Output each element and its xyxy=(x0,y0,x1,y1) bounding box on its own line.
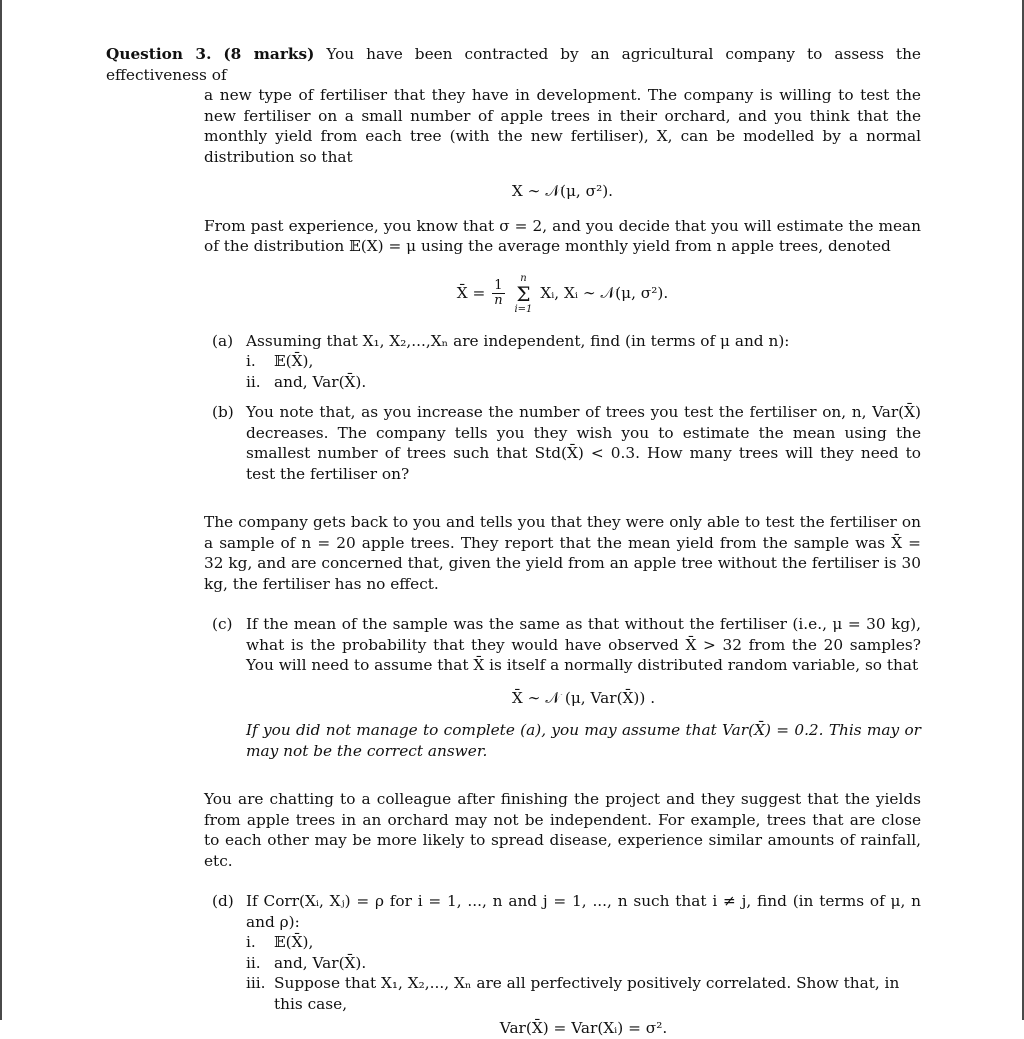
part-c-text: If the mean of the sample was the same as that without the fertiliser (i.e., μ = 30 kg), what is the probability that they would have observed X̄ > 32 from the 20 samples? You will need to assume that X̄ is itself a normally distributed random variable, so that xyxy=(246,615,921,674)
part-d-item-2 xyxy=(246,953,921,974)
part-b xyxy=(212,402,921,484)
sum-upper-limit: n xyxy=(520,272,527,284)
part-d-item-3 xyxy=(246,973,921,1014)
question-marks: (8 marks) xyxy=(223,45,315,63)
past-experience-text: From past experience, you know that σ = 2, and you decide that you will estimate the mean of the distribution 𝔼(X) = μ using the average monthly yield from n apple trees, denoted xyxy=(204,216,921,255)
part-b-text: You note that, as you increase the number of trees you test the fertiliser on, n, Var(X̄) decreases. The company tells you they wish you to estimate the mean using the smallest number of trees such that Std(X̄) < 0.3. How many trees will they need to test the fertiliser on? xyxy=(246,403,921,483)
part-c-formula: X̄ ∼ 𝒩 (μ, Var(X̄)) . xyxy=(511,688,656,707)
part-b-label: (b) xyxy=(212,403,234,421)
part-c xyxy=(212,614,921,676)
part-d-formula: Var(X̄) = Var(Xᵢ) = σ². xyxy=(499,1019,668,1037)
part-d xyxy=(212,891,921,932)
part-d-label: (d) xyxy=(212,892,234,910)
fraction xyxy=(492,279,504,308)
model-formula: X ∼ 𝒩(μ, σ²). xyxy=(511,182,614,200)
part-a-item-1 xyxy=(246,351,921,372)
item-text: 𝔼(X̄), xyxy=(274,933,314,951)
xbar-rhs: Xᵢ, Xᵢ ∼ 𝒩(μ, σ²). xyxy=(540,283,669,302)
part-a-label: (a) xyxy=(212,331,234,350)
item-text: and, Var(X̄). xyxy=(274,372,367,391)
interlude-sample: The company gets back to you and tells you that they were only able to test the fertiliser on a sample of n = 20 apple trees. They report that the mean yield from the sample was X̄ = 32 kg, and are concerned that, given the yield from an apple tree without the fertiliser is 30 kg, the fertiliser has no effect. xyxy=(204,513,921,593)
sum-lower-limit: i=1 xyxy=(514,303,533,315)
part-c-note: If you did not manage to complete (a), you may assume that Var(X̄) = 0.2. This may or may not be the correct answer. xyxy=(246,721,921,760)
item-text: 𝔼(X̄), xyxy=(274,352,314,370)
item-label: ii. xyxy=(246,953,261,972)
item-label: ii. xyxy=(246,372,261,391)
question-intro-first: You have been contracted by an agricultural company to assess the effectiveness of xyxy=(106,45,921,84)
question-label: Question 3. xyxy=(106,45,212,63)
part-d-item-1 xyxy=(246,932,921,953)
question-document xyxy=(106,44,921,1039)
interlude-colleague: You are chatting to a colleague after finishing the project and they suggest that the yields from apple trees in an orchard may not be independent. For example, trees that are close to each other may be more likely to spread disease, experience similar amounts of rainfall, etc. xyxy=(204,790,921,870)
part-a xyxy=(212,331,921,352)
part-a-text: Assuming that X₁, X₂,...,Xₙ are independent, find (in terms of μ and n): xyxy=(246,331,790,350)
part-c-label: (c) xyxy=(212,615,233,633)
item-label: i. xyxy=(246,933,256,951)
question-intro: a new type of fertiliser that they have in development. The company is willing to test the new fertiliser on a small number of apple trees in their orchard, and you think that the monthly yield from each tree (with the new fertiliser), X, can be modelled by a normal distribution so that xyxy=(204,86,921,166)
part-a-item-2 xyxy=(246,372,921,393)
item-label: i. xyxy=(246,352,256,370)
xbar-lhs: X̄ = xyxy=(456,283,486,302)
sum-symbol: Σ xyxy=(516,281,531,306)
fraction-numerator: 1 xyxy=(492,279,504,294)
item-text: and, Var(X̄). xyxy=(274,953,367,972)
xbar-formula xyxy=(204,273,921,315)
part-d-text: If Corr(Xᵢ, Xⱼ) = ρ for i = 1, ..., n and j = 1, ..., n such that i ≠ j, find (in terms of μ, n and ρ): xyxy=(246,892,921,931)
item-text: Suppose that X₁, X₂,..., Xₙ are all perfectively positively correlated. Show that, in this case, xyxy=(274,974,900,1013)
item-label: iii. xyxy=(246,974,266,992)
question-header xyxy=(106,44,921,85)
summation xyxy=(514,273,532,315)
fraction-denominator: n xyxy=(494,293,503,308)
